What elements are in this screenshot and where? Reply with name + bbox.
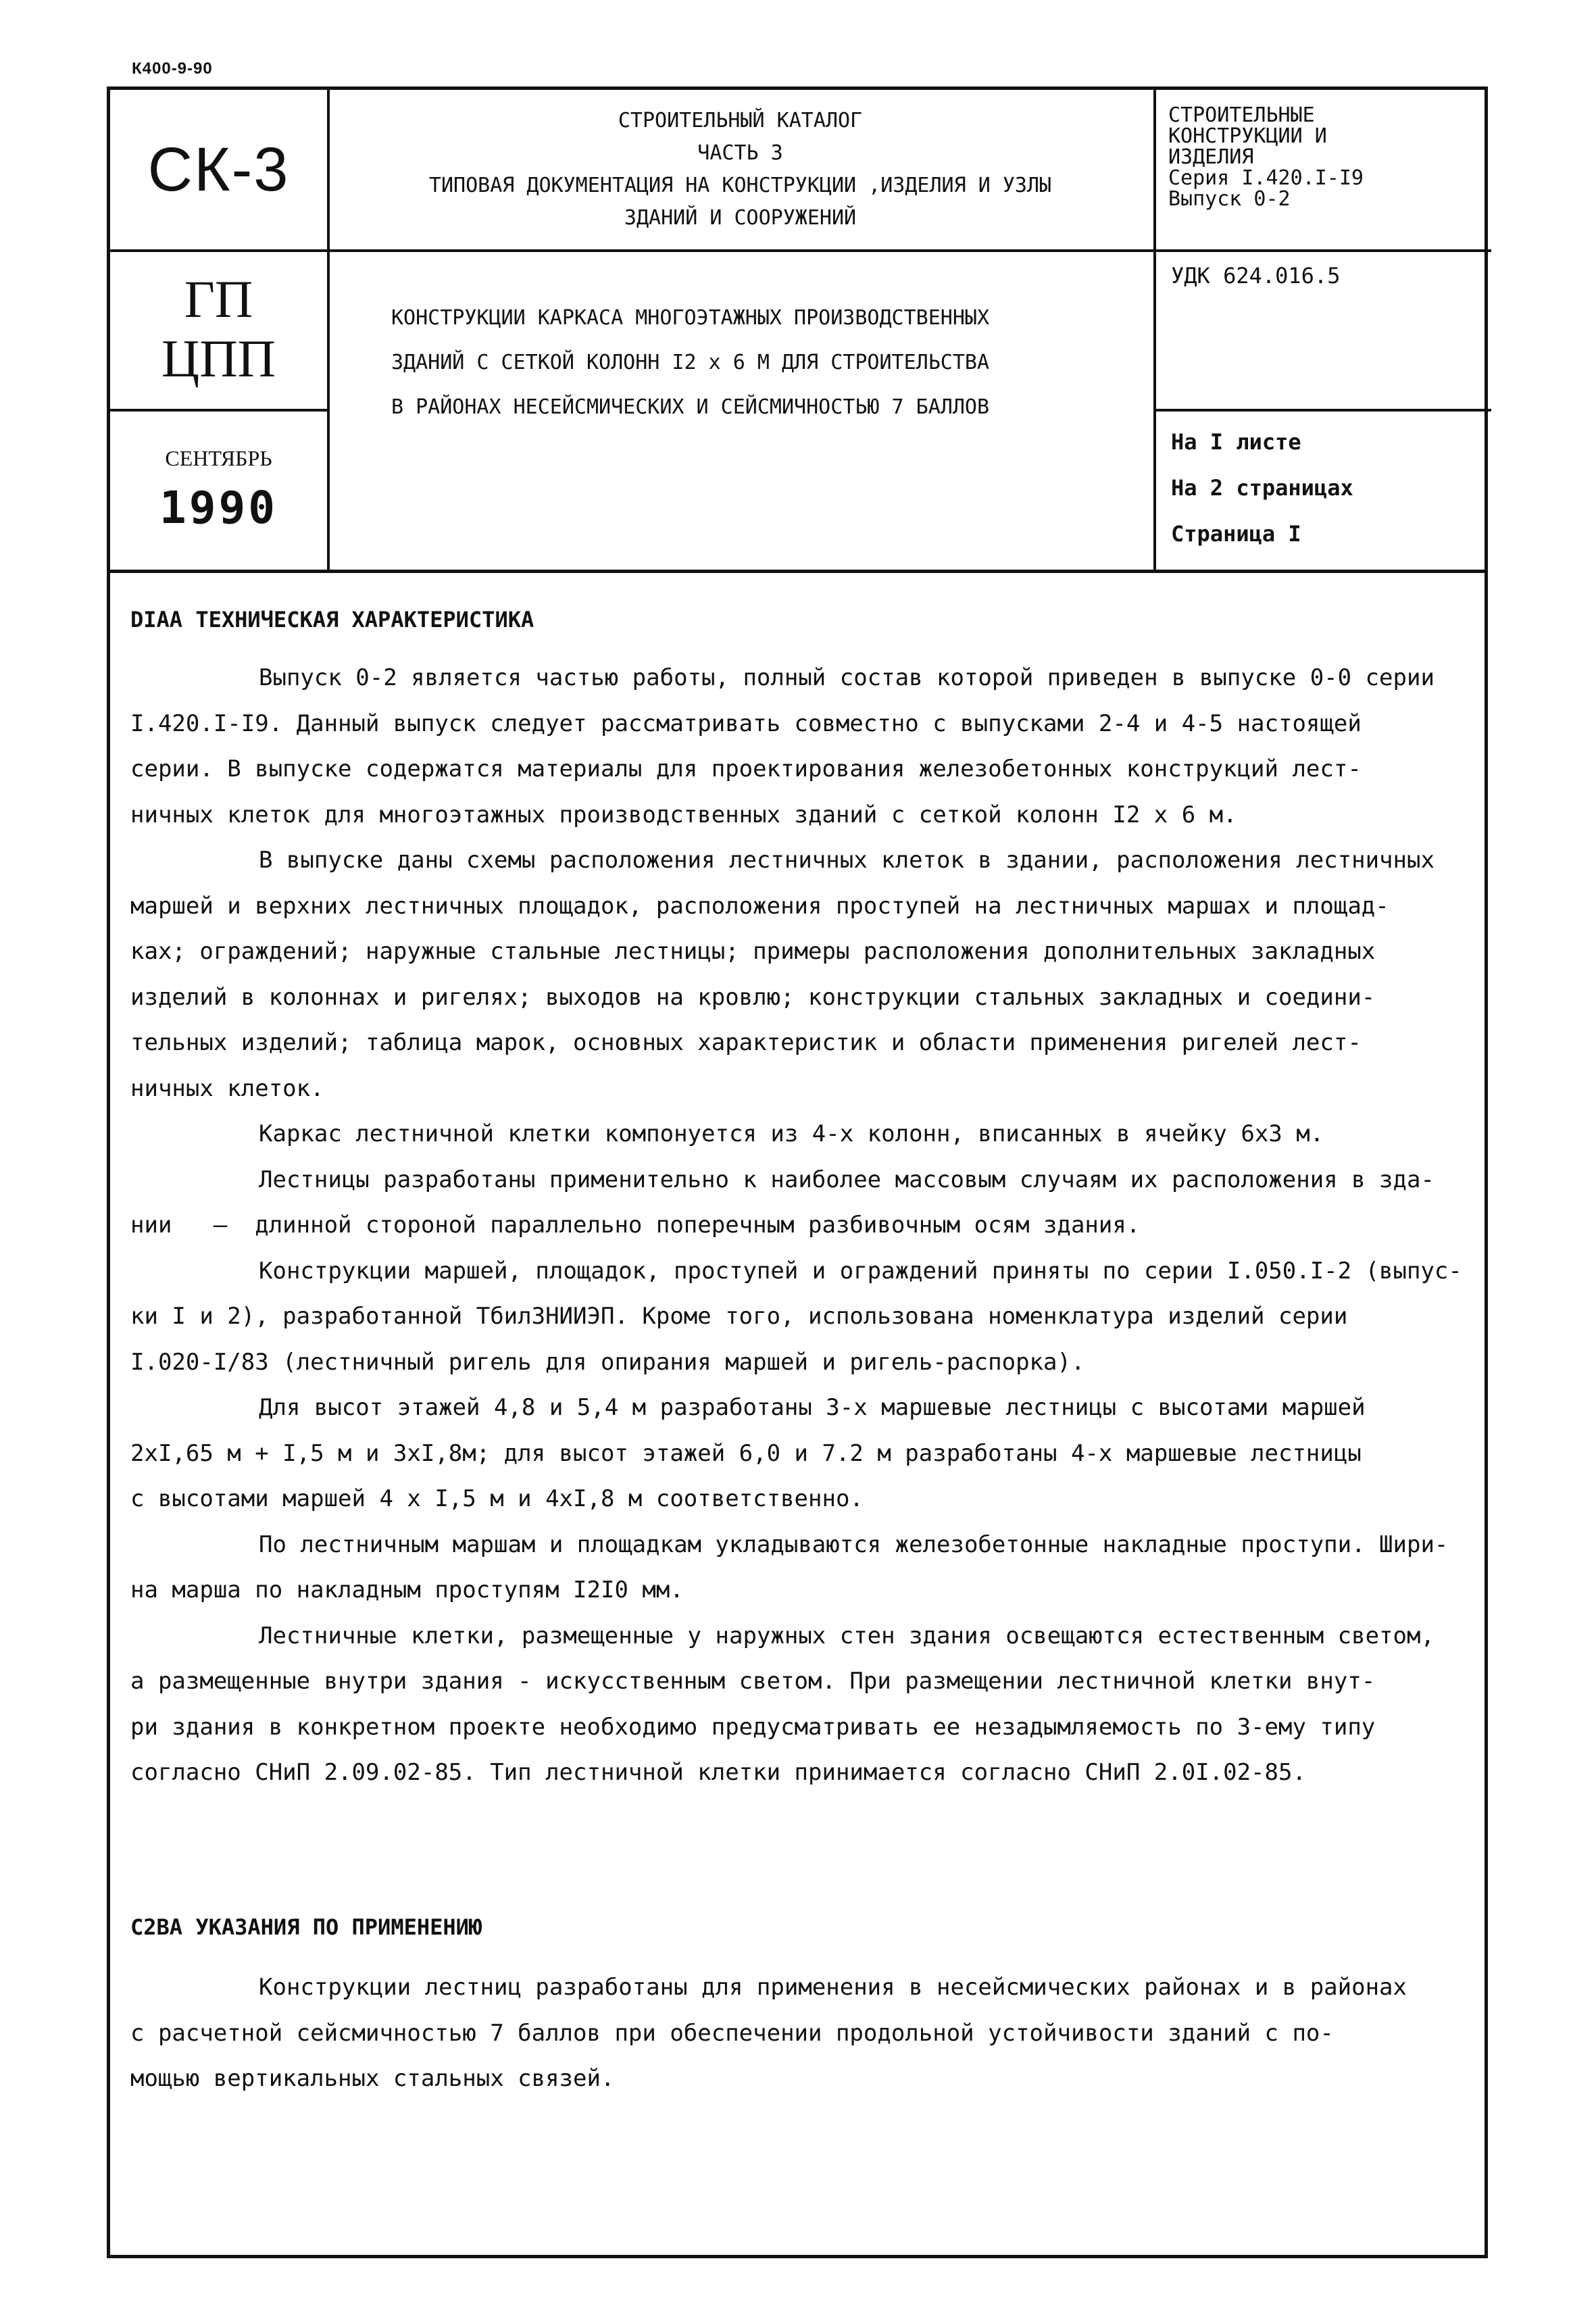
sheet-count: На I листе [1171, 429, 1301, 455]
date-cell [110, 409, 330, 571]
text-line: маршей и верхних лестничных площадок, расположения проступей на лестничных маршах и площад- [130, 892, 1389, 920]
section-heading-technical: DIAA ТЕХНИЧЕСКАЯ ХАРАКТЕРИСТИКА [130, 607, 534, 632]
text-line: ничных клеток. [130, 1074, 324, 1102]
document-title-line-3: В РАЙОНАХ НЕСЕЙСМИЧЕСКИХ И СЕЙСМИЧНОСТЬЮ 7 БАЛЛОВ [391, 395, 990, 419]
section-heading-application: С2ВА УКАЗАНИЯ ПО ПРИМЕНЕНИЮ [130, 1914, 482, 1940]
series-cell [1153, 90, 1491, 252]
text-line: с расчетной сейсмичностью 7 баллов при обеспечении продольной устойчивости зданий с по- [130, 2019, 1334, 2047]
text-line: Конструкции лестниц разработаны для применения в несейсмических районах и в районах [259, 1974, 1407, 2001]
section-application-text [130, 1965, 1472, 2102]
text-line: ках; ограждений; наружные стальные лестницы; примеры расположения дополнительных закладных [130, 938, 1376, 965]
text-line: согласно СНиП 2.09.02-85. Тип лестничной клетки принимается согласно СНиП 2.0I.02-85. [130, 1759, 1306, 1786]
catalog-title-cell [327, 90, 1156, 252]
document-code: К400-9-90 [132, 59, 213, 78]
udk-cell [1153, 249, 1491, 412]
text-line: а размещенные внутри здания - искусственным светом. При размещении лестничной клетки внут- [130, 1668, 1376, 1695]
text-line: нии — длинной стороной параллельно поперечным разбивочным осям здания. [130, 1212, 1141, 1239]
text-line: ри здания в конкретном проекте необходимо предусматривать ее незадымляемость по 3-ему типу [130, 1713, 1376, 1741]
section-technical-text [130, 655, 1472, 1796]
text-line: ки I и 2), разработанной ТбилЗНИИЭП. Кроме того, использована номенклатура изделий серии [130, 1303, 1348, 1330]
text-line: на марша по накладным проступям I2I0 мм. [130, 1576, 684, 1603]
text-line: I.420.I-I9. Данный выпуск следует рассматривать совместно с выпусками 2-4 и 4-5 настоящей [130, 710, 1362, 737]
organization-cell [110, 249, 330, 412]
series-line-3: ИЗДЕЛИЯ [1168, 145, 1254, 169]
text-line: Лестницы разработаны применительно к наиболее массовым случаям их расположения в зда- [259, 1166, 1435, 1193]
catalog-line-4: ЗДАНИЙ И СООРУЖЕНИЙ [624, 206, 857, 230]
page-number: Страница I [1171, 521, 1301, 547]
catalog-code: СК-3 [147, 134, 290, 204]
text-line: Выпуск 0-2 является частью работы, полный состав которой приведен в выпуске 0-0 серии [259, 664, 1435, 691]
text-line: По лестничным маршам и площадкам укладываются железобетонные накладные проступи. Шири- [259, 1530, 1449, 1558]
text-line: Конструкции маршей, площадок, проступей и ограждений приняты по серии I.050.I-2 (выпус- [259, 1257, 1462, 1285]
text-line: Для высот этажей 4,8 и 5,4 м разработаны 3-х маршевые лестницы с высотами маршей [259, 1394, 1366, 1421]
series-line-4: Серия I.420.I-I9 [1168, 166, 1364, 190]
issue-month: СЕНТЯБРЬ [165, 446, 272, 470]
document-title-line-1: КОНСТРУКЦИИ КАРКАСА МНОГОЭТАЖНЫХ ПРОИЗВОДСТВЕННЫХ [391, 306, 990, 330]
document-title-line-2: ЗДАНИЙ С СЕТКОЙ КОЛОНН I2 х 6 М ДЛЯ СТРОИТЕЛЬСТВА [391, 351, 990, 374]
series-line-5: Выпуск 0-2 [1168, 187, 1291, 211]
title-block-frame [107, 86, 1488, 2258]
text-line: изделий в колоннах и ригелях; выходов на кровлю; конструкции стальных закладных и соедини- [130, 983, 1376, 1011]
sheets-cell [1153, 409, 1491, 571]
catalog-line-2: ЧАСТЬ 3 [697, 141, 783, 165]
text-line: В выпуске даны схемы расположения лестничных клеток в здании, расположения лестничных [259, 847, 1435, 874]
series-line-2: КОНСТРУКЦИИ И [1168, 124, 1327, 148]
text-line: с высотами маршей 4 х I,5 м и 4хI,8 м соответственно. [130, 1485, 864, 1512]
text-line: I.020-I/83 (лестничный ригель для опирания маршей и ригель-распорка). [130, 1348, 1085, 1376]
text-line: мощью вертикальных стальных связей. [130, 2065, 615, 2092]
catalog-line-3: ТИПОВАЯ ДОКУМЕНТАЦИЯ НА КОНСТРУКЦИИ ,ИЗДЕЛИЯ И УЗЛЫ [428, 174, 1052, 197]
catalog-code-cell [110, 90, 330, 252]
udk-code: УДК 624.016.5 [1171, 263, 1341, 289]
text-line: тельных изделий; таблица марок, основных характеристик и области применения ригелей лест- [130, 1029, 1362, 1056]
organization-line-2: ЦПП [161, 329, 276, 388]
text-line: Лестничные клетки, размещенные у наружных стен здания освещаются естественным светом, [259, 1622, 1435, 1649]
document-title-cell [327, 249, 1156, 571]
text-line: 2хI,65 м + I,5 м и 3хI,8м; для высот этажей 6,0 и 7.2 м разработаны 4-х маршевые лестницы [130, 1439, 1362, 1467]
text-line: ничных клеток для многоэтажных производственных зданий с сеткой колонн I2 х 6 м. [130, 801, 1237, 828]
page-count: На 2 страницах [1171, 475, 1353, 501]
issue-year: 1990 [159, 482, 278, 534]
series-line-1: СТРОИТЕЛЬНЫЕ [1168, 103, 1315, 127]
header-divider [110, 570, 1485, 573]
catalog-line-1: СТРОИТЕЛЬНЫЙ КАТАЛОГ [618, 109, 863, 132]
text-line: Каркас лестничной клетки компонуется из 4-х колонн, вписанных в ячейку 6х3 м. [259, 1120, 1324, 1147]
organization-line-1: ГП [184, 270, 253, 328]
text-line: серии. В выпуске содержатся материалы для проектирования железобетонных конструкций лест- [130, 755, 1362, 782]
